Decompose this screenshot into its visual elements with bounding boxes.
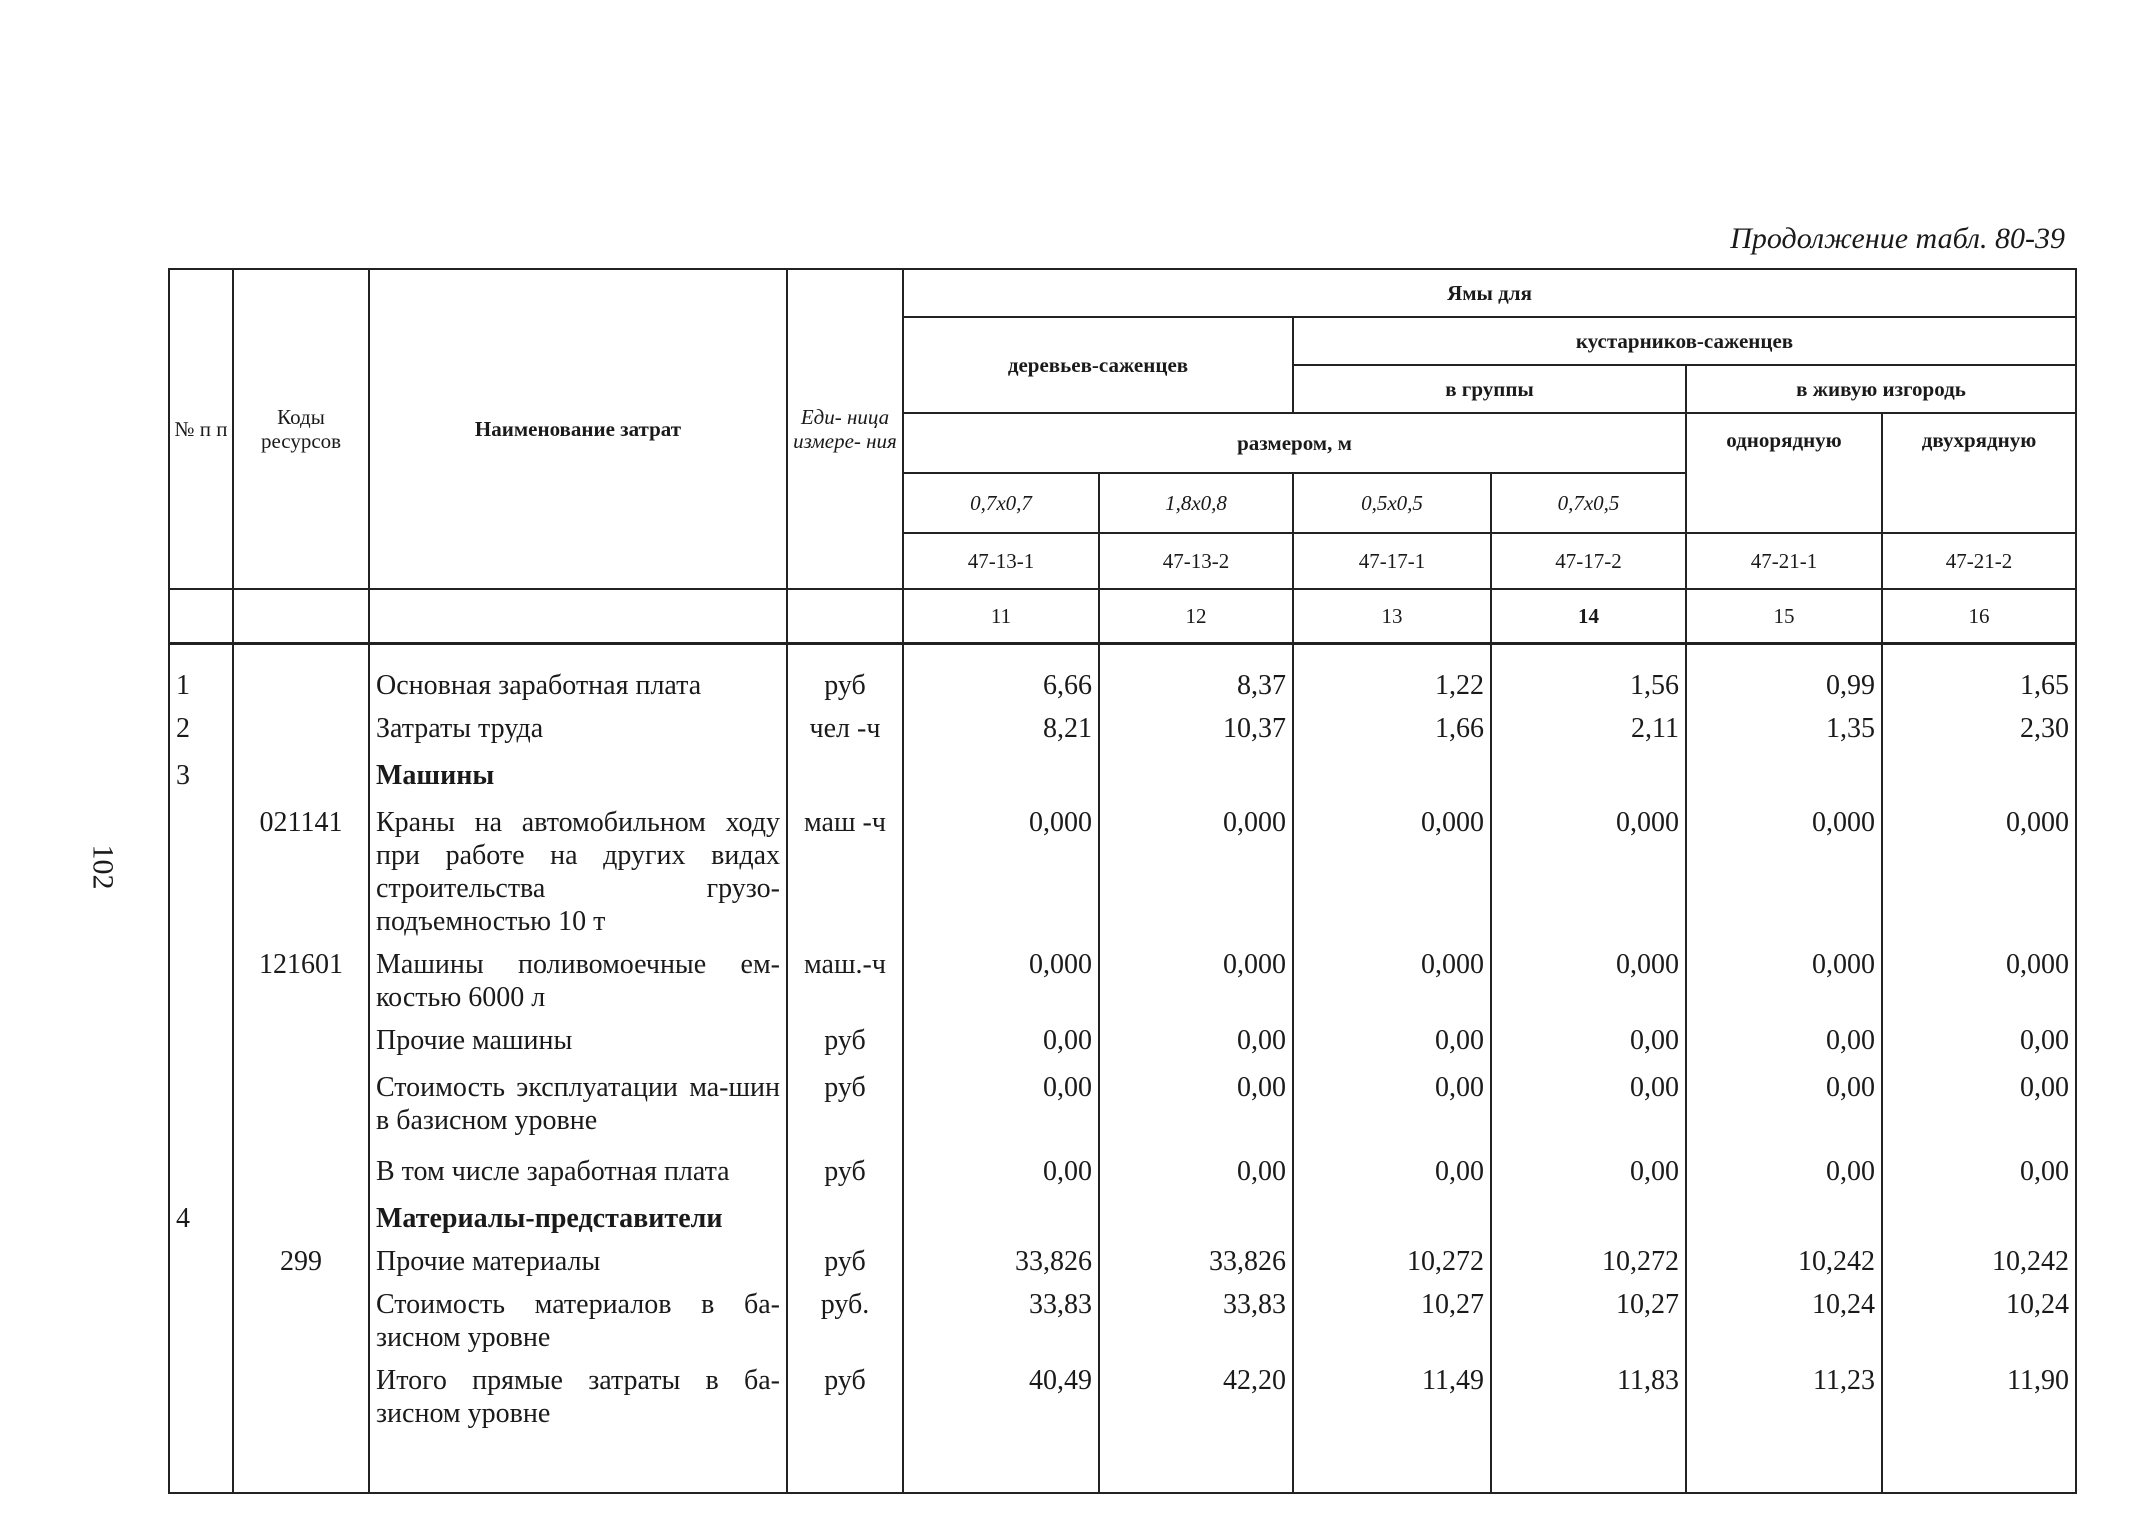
empty-cell [903, 745, 1099, 792]
value-col-13: 0,00 [1293, 1014, 1491, 1057]
table-row [169, 659, 2076, 702]
header-blank-codes [233, 589, 369, 644]
value-col-11: 6,66 [903, 659, 1099, 702]
empty-cell [1293, 1430, 1491, 1493]
header-blank-unit [787, 589, 903, 644]
value-col-11: 33,826 [903, 1235, 1099, 1278]
value-col-12: 0,000 [1099, 938, 1293, 1014]
empty-cell [903, 1188, 1099, 1235]
empty-cell [787, 745, 903, 792]
value-col-12: 0,00 [1099, 1137, 1293, 1188]
header-size-4: 0,7х0,5 [1491, 473, 1686, 533]
empty-cell [1099, 745, 1293, 792]
header-code-1: 47-13-1 [903, 533, 1099, 589]
resource-code [233, 702, 369, 745]
value-col-16: 10,242 [1882, 1235, 2076, 1278]
value-col-13: 1,22 [1293, 659, 1491, 702]
row-number [169, 1137, 233, 1188]
value-col-15: 0,00 [1686, 1057, 1882, 1137]
empty-cell [1882, 1430, 2076, 1493]
row-number [169, 938, 233, 1014]
value-col-11: 0,00 [903, 1014, 1099, 1057]
resource-code [233, 1057, 369, 1137]
value-col-11: 0,000 [903, 938, 1099, 1014]
value-col-14: 0,000 [1491, 792, 1686, 938]
spacer-row [169, 644, 2076, 660]
value-col-16: 10,24 [1882, 1278, 2076, 1354]
table-row [169, 1057, 2076, 1137]
table-header [169, 269, 2076, 644]
row-number: 3 [169, 745, 233, 792]
value-col-13: 10,27 [1293, 1278, 1491, 1354]
table-row [169, 792, 2076, 938]
value-col-14: 11,83 [1491, 1354, 1686, 1430]
bottom-spacer-row [169, 1430, 2076, 1493]
header-code-6: 47-21-2 [1882, 533, 2076, 589]
empty-cell [1686, 745, 1882, 792]
header-blank-name [369, 589, 787, 644]
header-colnum-12: 12 [1099, 589, 1293, 644]
cost-name: Итого прямые затраты в ба-зисном уровне [369, 1354, 787, 1430]
resource-code [233, 659, 369, 702]
table-row [169, 938, 2076, 1014]
row-number: 2 [169, 702, 233, 745]
unit-cell: руб [787, 659, 903, 702]
cost-name: Стоимость эксплуатации ма-шин в базисном уровне [369, 1057, 787, 1137]
header-colnum-14: 14 [1491, 589, 1686, 644]
empty-cell [1882, 1188, 2076, 1235]
value-col-14: 0,000 [1491, 938, 1686, 1014]
header-size-2: 1,8х0,8 [1099, 473, 1293, 533]
empty-cell [1686, 1430, 1882, 1493]
value-col-15: 0,00 [1686, 1014, 1882, 1057]
table-body [169, 644, 2076, 1494]
value-col-11: 0,00 [903, 1137, 1099, 1188]
empty-cell [1491, 745, 1686, 792]
empty-cell [233, 1430, 369, 1493]
value-col-16: 0,00 [1882, 1057, 2076, 1137]
value-col-11: 40,49 [903, 1354, 1099, 1430]
row-number: 4 [169, 1188, 233, 1235]
value-col-15: 0,000 [1686, 938, 1882, 1014]
empty-cell [903, 1430, 1099, 1493]
value-col-16: 0,00 [1882, 1137, 2076, 1188]
value-col-15: 0,000 [1686, 792, 1882, 938]
value-col-11: 0,000 [903, 792, 1099, 938]
cost-name: В том числе заработная плата [369, 1137, 787, 1188]
resource-code [233, 1278, 369, 1354]
unit-cell: руб [787, 1057, 903, 1137]
resource-code [233, 1137, 369, 1188]
empty-cell [1099, 1188, 1293, 1235]
value-col-16: 0,00 [1882, 1014, 2076, 1057]
value-col-15: 1,35 [1686, 702, 1882, 745]
value-col-14: 10,27 [1491, 1278, 1686, 1354]
value-col-12: 42,20 [1099, 1354, 1293, 1430]
header-code-5: 47-21-1 [1686, 533, 1882, 589]
empty-cell [1686, 1188, 1882, 1235]
value-col-14: 0,00 [1491, 1137, 1686, 1188]
unit-cell: руб [787, 1137, 903, 1188]
table-row [169, 1137, 2076, 1188]
cost-name: Прочие машины [369, 1014, 787, 1057]
value-col-14: 10,272 [1491, 1235, 1686, 1278]
value-col-16: 1,65 [1882, 659, 2076, 702]
value-col-14: 1,56 [1491, 659, 1686, 702]
header-double-row: двухрядную [1882, 413, 2076, 533]
value-col-13: 0,00 [1293, 1137, 1491, 1188]
cost-name: Стоимость материалов в ба-зисном уровне [369, 1278, 787, 1354]
value-col-11: 33,83 [903, 1278, 1099, 1354]
header-unit: Еди- ница измере- ния [787, 269, 903, 589]
empty-cell [1099, 1430, 1293, 1493]
value-col-16: 0,000 [1882, 938, 2076, 1014]
empty-cell [1293, 1188, 1491, 1235]
cost-name: Прочие материалы [369, 1235, 787, 1278]
header-name: Наименование затрат [369, 269, 787, 589]
header-colnum-16: 16 [1882, 589, 2076, 644]
empty-cell [169, 1430, 233, 1493]
header-codes: Коды ресурсов [233, 269, 369, 589]
value-col-11: 0,00 [903, 1057, 1099, 1137]
empty-cell [787, 1430, 903, 1493]
header-trees: деревьев-саженцев [903, 317, 1293, 413]
table-row [169, 1354, 2076, 1430]
resource-code [233, 1354, 369, 1430]
value-col-13: 10,272 [1293, 1235, 1491, 1278]
header-code-4: 47-17-2 [1491, 533, 1686, 589]
row-number [169, 1014, 233, 1057]
header-code-2: 47-13-2 [1099, 533, 1293, 589]
row-number [169, 1057, 233, 1137]
value-col-13: 0,000 [1293, 938, 1491, 1014]
cost-table [168, 268, 2077, 1494]
header-size-3: 0,5х0,5 [1293, 473, 1491, 533]
header-size: размером, м [903, 413, 1686, 473]
empty-cell [787, 1188, 903, 1235]
value-col-16: 11,90 [1882, 1354, 2076, 1430]
value-col-14: 2,11 [1491, 702, 1686, 745]
value-col-15: 10,242 [1686, 1235, 1882, 1278]
unit-cell: руб. [787, 1278, 903, 1354]
value-col-15: 10,24 [1686, 1278, 1882, 1354]
value-col-12: 0,00 [1099, 1057, 1293, 1137]
section-row [169, 745, 2076, 792]
unit-cell: маш.-ч [787, 938, 903, 1014]
header-no: № п п [169, 269, 233, 589]
empty-cell [1293, 745, 1491, 792]
row-number: 1 [169, 659, 233, 702]
row-number [169, 1235, 233, 1278]
header-size-1: 0,7х0,7 [903, 473, 1099, 533]
value-col-12: 10,37 [1099, 702, 1293, 745]
table-row [169, 702, 2076, 745]
value-col-12: 33,826 [1099, 1235, 1293, 1278]
value-col-11: 8,21 [903, 702, 1099, 745]
page-number: 102 [86, 844, 120, 890]
cost-name: Краны на автомобильном ходу при работе на других видах строительства грузо-подъемностью 10 т [369, 792, 787, 938]
value-col-12: 8,37 [1099, 659, 1293, 702]
value-col-16: 2,30 [1882, 702, 2076, 745]
value-col-15: 0,99 [1686, 659, 1882, 702]
value-col-12: 0,000 [1099, 792, 1293, 938]
empty-cell [1882, 745, 2076, 792]
header-pits-for: Ямы для [903, 269, 2076, 317]
value-col-16: 0,000 [1882, 792, 2076, 938]
resource-code: 121601 [233, 938, 369, 1014]
header-in-groups: в группы [1293, 365, 1686, 413]
value-col-13: 1,66 [1293, 702, 1491, 745]
value-col-14: 0,00 [1491, 1014, 1686, 1057]
resource-code [233, 1188, 369, 1235]
header-code-3: 47-17-1 [1293, 533, 1491, 589]
resource-code [233, 1014, 369, 1057]
table-caption: Продолжение табл. 80-39 [1730, 222, 2065, 255]
value-col-13: 0,00 [1293, 1057, 1491, 1137]
value-col-15: 0,00 [1686, 1137, 1882, 1188]
header-colnum-13: 13 [1293, 589, 1491, 644]
header-colnum-11: 11 [903, 589, 1099, 644]
unit-cell: маш -ч [787, 792, 903, 938]
cost-name: Основная заработная плата [369, 659, 787, 702]
value-col-12: 0,00 [1099, 1014, 1293, 1057]
table-row [169, 1235, 2076, 1278]
empty-cell [1491, 1430, 1686, 1493]
value-col-15: 11,23 [1686, 1354, 1882, 1430]
header-single-row: однорядную [1686, 413, 1882, 533]
header-shrubs: кустарников-саженцев [1293, 317, 2076, 365]
value-col-12: 33,83 [1099, 1278, 1293, 1354]
empty-cell [369, 1430, 787, 1493]
value-col-13: 0,000 [1293, 792, 1491, 938]
unit-cell: руб [787, 1354, 903, 1430]
value-col-13: 11,49 [1293, 1354, 1491, 1430]
row-number [169, 792, 233, 938]
section-title: Материалы-представители [369, 1188, 787, 1235]
value-col-14: 0,00 [1491, 1057, 1686, 1137]
resource-code [233, 745, 369, 792]
unit-cell: руб [787, 1014, 903, 1057]
unit-cell: руб [787, 1235, 903, 1278]
header-colnum-15: 15 [1686, 589, 1882, 644]
resource-code: 299 [233, 1235, 369, 1278]
cost-name: Затраты труда [369, 702, 787, 745]
row-number [169, 1278, 233, 1354]
cost-name: Машины поливомоечные ем-костью 6000 л [369, 938, 787, 1014]
row-number [169, 1354, 233, 1430]
resource-code: 021141 [233, 792, 369, 938]
section-row [169, 1188, 2076, 1235]
table-row [169, 1278, 2076, 1354]
table-row [169, 1014, 2076, 1057]
section-title: Машины [369, 745, 787, 792]
unit-cell: чел -ч [787, 702, 903, 745]
empty-cell [1491, 1188, 1686, 1235]
header-hedge: в живую изгородь [1686, 365, 2076, 413]
header-blank-no [169, 589, 233, 644]
